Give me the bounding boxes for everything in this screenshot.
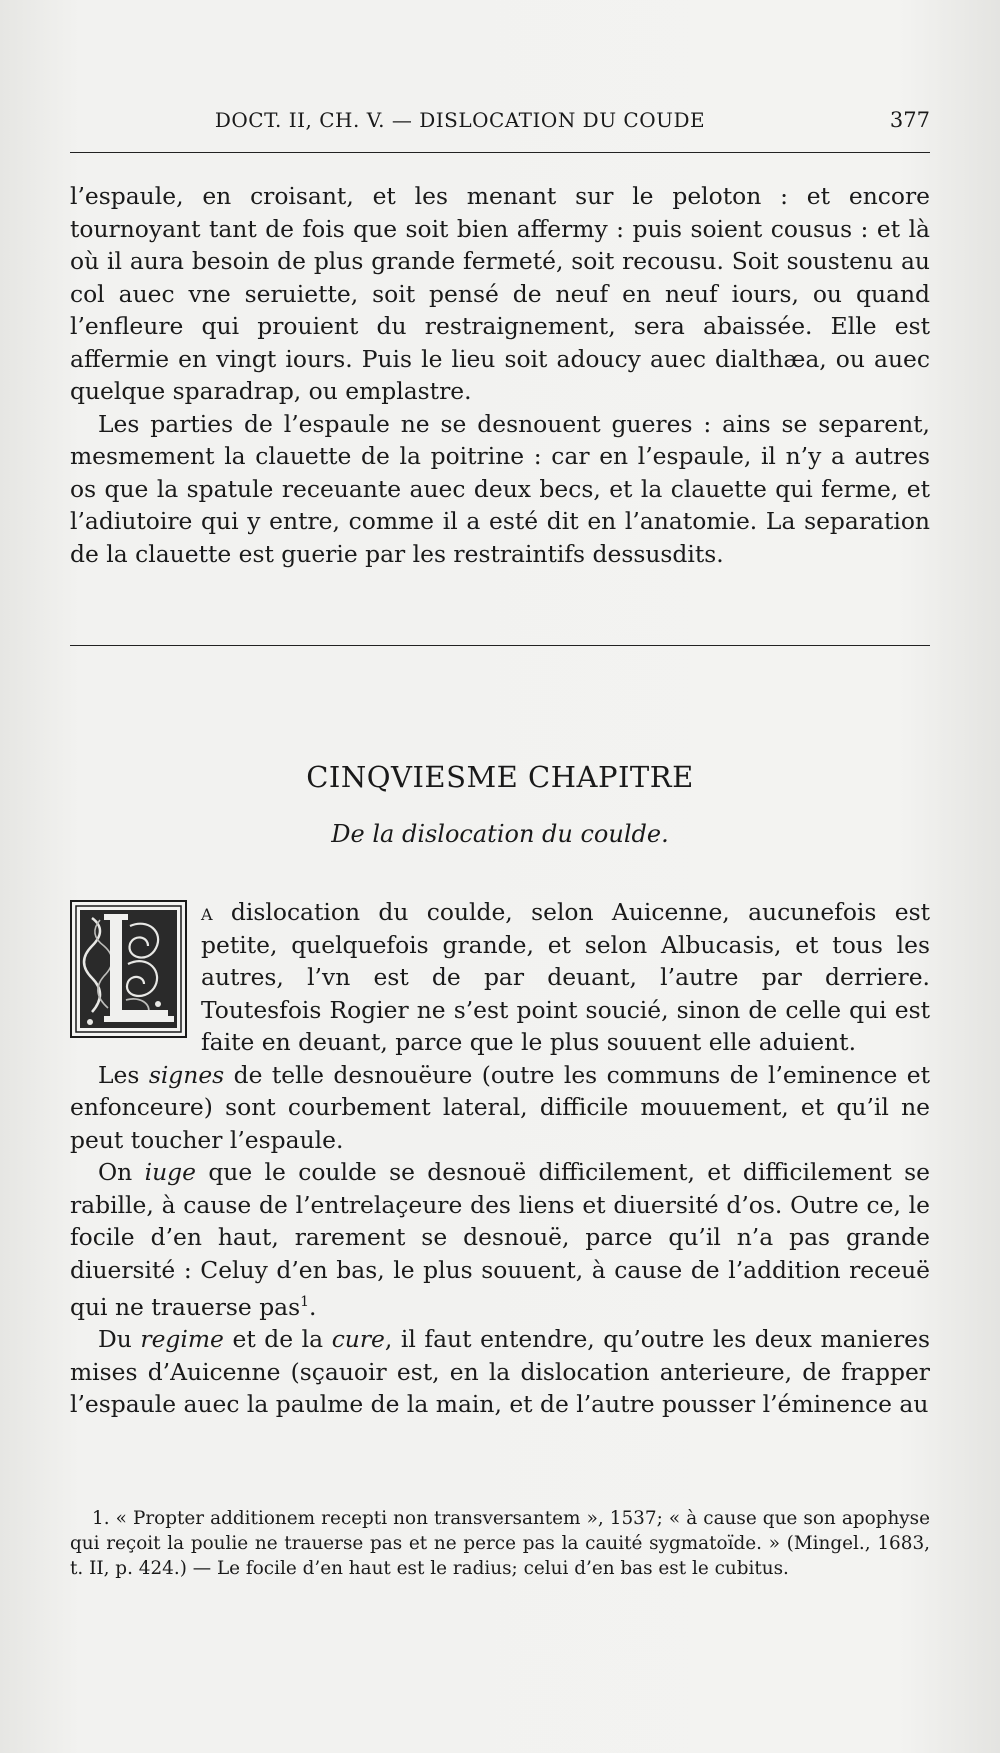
paragraph-with-dropcap — [70, 896, 930, 1059]
chapter-subtitle: De la dislocation du coulde. — [331, 820, 669, 848]
footnote-ref[interactable]: 1 — [300, 1294, 310, 1310]
section-1-text — [70, 180, 930, 570]
ornamental-initial-icon — [70, 900, 187, 1038]
emphasis-text: regime — [140, 1325, 224, 1354]
emphasis-text: cure — [331, 1325, 385, 1354]
emphasis-text: iuge — [144, 1158, 196, 1186]
chapter-title: CINQVIESME CHAPITRE — [306, 760, 694, 794]
paragraph — [70, 1156, 930, 1323]
paragraph — [70, 1323, 930, 1421]
text-run: Du — [98, 1325, 141, 1354]
footnote: 1. « Propter additionem recepti non transversantem », 1537; « à cause que son apophyse qui reçoit la poulie ne trauerse pas et ne perce pas la cauité sygmatoïde. » (Mingel., 1683, t. II, p. 424.) — Le focile d’en haut est le radius; celui d’en bas est le cubitus. — [70, 1508, 930, 1579]
paragraph — [70, 1059, 930, 1157]
text-run: . — [309, 1292, 317, 1321]
section-2-text — [70, 896, 930, 1421]
text-run: de telle desnouëure (outre les communs de l’eminence et enfonceure) sont courbement lateral, difficile mouuement, et qu’il ne peut toucher l’espaule. — [70, 1060, 930, 1154]
running-title: DOCT. II, CH. V. — DISLOCATION DU COUDE — [214, 108, 706, 132]
text-run: et de la — [223, 1325, 332, 1354]
dropcap-ornament — [70, 900, 187, 1038]
text-run: On — [98, 1158, 145, 1186]
text-run: , il faut entendre, qu’outre les deux manieres mises d’Auicenne (sçauoir est, en la dislocation anterieure, de frapper l’espaule auec la paulme de la main, et de l’autre pousser l’éminence au — [70, 1325, 930, 1419]
paragraph: Les parties de l’espaule ne se desnouent gueres : ains se separent, mesmement la clauette de la poitrine : car en l’espaule, il n’y a autres os que la spatule receuante auec deux becs, et la clauette qui ferme, et l’adiutoire qui y entre, comme il a esté dit en l’anatomie. La separation de la clauette est guerie par les restraintifs dessusdits. — [70, 409, 930, 568]
paragraph-text: dislocation du coulde, selon Auicenne, aucunefois est petite, quelquefois grande, et selon Albucasis, et tous les autres, l’vn est de par deuant, l’autre par derriere. Toutesfois Rogier ne s’est point soucié, sinon de celle qui est faite en deuant, parce que le plus souuent elle aduient. — [201, 898, 930, 1056]
page-number: 377 — [889, 108, 930, 132]
paragraph: l’espaule, en croisant, et les menant sur le peloton : et encore tournoyant tant de fois que soit bien affermy : puis soient cousus : et là où il aura besoin de plus grande fermeté, soit recousu. Soit soustenu au col auec vne seruiette, soit pensé de neuf en neuf iours, ou quand l’enfleure qui prouient du restraignement, sera abaissée. Elle est affermie en vingt iours. Puis le lieu soit adoucy auec dialthæa, ou auec quelque sparadrap, ou emplastre. — [70, 182, 930, 405]
header-rule — [70, 152, 930, 153]
text-run: Les — [98, 1060, 149, 1089]
running-head — [70, 108, 930, 148]
section-rule — [70, 645, 930, 646]
text-run: que le coulde se desnouë difficilement, et difficilement se rabille, à cause de l’entrelaçeure des liens et diuersité d’os. Outre ce, le focile d’en haut, rarement se desnouë, parce qu’il n’a pas grande diuersité : Celuy d’en bas, le plus souuent, à cause de l’addition receuë qui ne trauerse pas — [70, 1158, 930, 1321]
emphasis-text: signes — [148, 1060, 225, 1089]
footnotes — [70, 1506, 930, 1581]
dropcap-continuation: a — [201, 898, 213, 926]
